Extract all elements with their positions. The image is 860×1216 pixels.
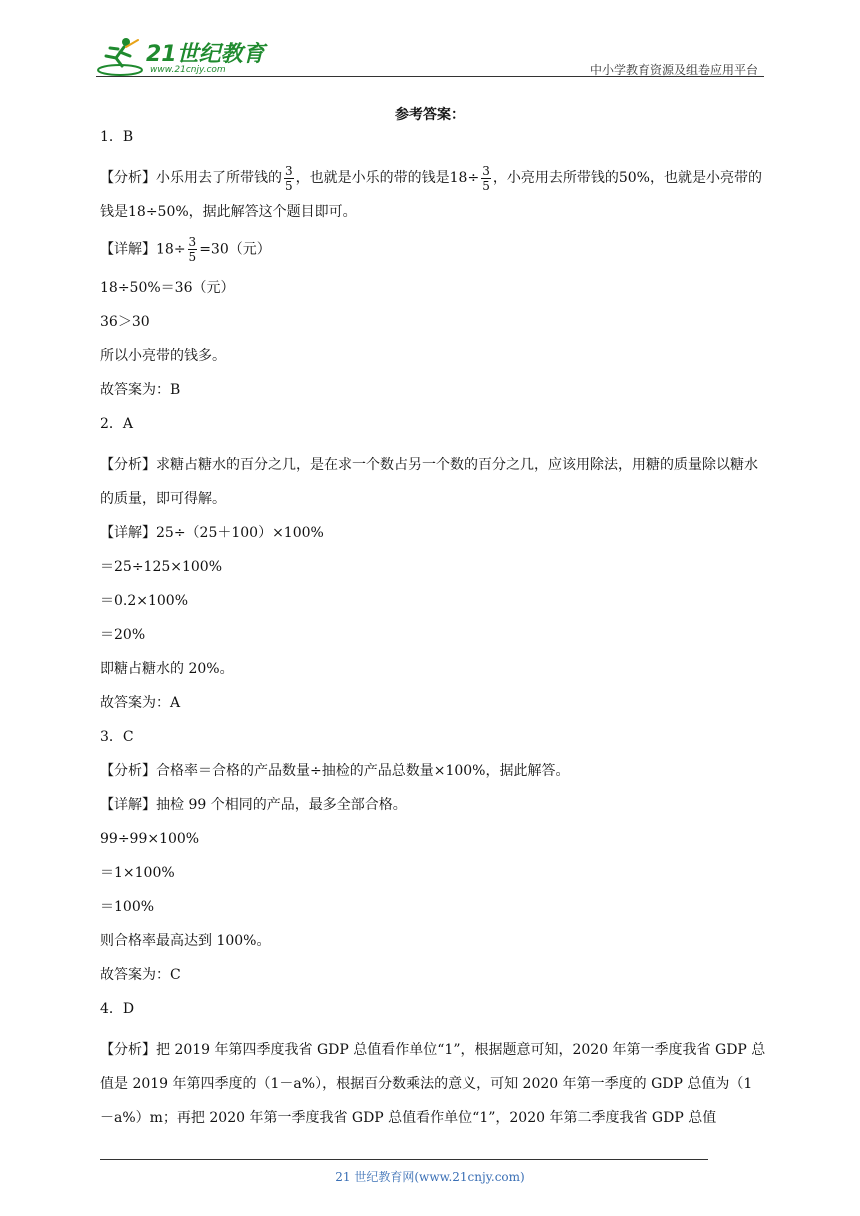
q3-step: ＝1×100% xyxy=(100,865,175,881)
q2-answer: 2．A xyxy=(100,416,134,432)
q2-detail: 【详解】25÷（25＋100）×100% xyxy=(100,525,324,541)
q3-detail: 【详解】抽检 99 个相同的产品，最多全部合格。 xyxy=(100,797,407,813)
fraction xyxy=(188,235,198,264)
q1-detail-text-a: 【详解】18÷ xyxy=(100,241,186,258)
q2-step: ＝25÷125×100% xyxy=(100,559,223,575)
q1-final: 故答案为：B xyxy=(100,382,181,398)
q3-conclusion: 则合格率最高达到 100%。 xyxy=(100,933,271,949)
fraction-denominator: 5 xyxy=(285,178,293,193)
q3-final: 故答案为：C xyxy=(100,967,181,983)
page-footer: 21 世纪教育网(www.21cnjy.com) xyxy=(335,1170,525,1184)
q1-step: 36＞30 xyxy=(100,314,150,330)
q3-step: ＝100% xyxy=(100,899,155,915)
fraction xyxy=(284,164,294,193)
answer-content xyxy=(100,127,766,1135)
runner-logo-icon xyxy=(96,34,146,78)
fraction xyxy=(481,164,491,193)
q1-analysis-text-a: 【分析】小乐用去了所带钱的 xyxy=(100,170,282,186)
q1-analysis-text-b: ，也就是小乐的带的钱是18÷ xyxy=(295,170,480,186)
q2-conclusion: 即糖占糖水的 20%。 xyxy=(100,661,234,677)
page-title: 参考答案： xyxy=(395,107,465,123)
q2-final: 故答案为：A xyxy=(100,695,181,711)
fraction-numerator: 3 xyxy=(188,235,197,249)
logo-url: www.21cnjy.com xyxy=(150,65,226,75)
footer-divider xyxy=(100,1159,708,1160)
q1-detail xyxy=(100,235,766,264)
platform-name: 中小学教育资源及组卷应用平台 xyxy=(589,63,758,77)
q1-conclusion: 所以小亮带的钱多。 xyxy=(100,348,226,364)
q2-step: ＝0.2×100% xyxy=(100,593,189,609)
q1-detail-text-b: =30（元） xyxy=(199,241,271,258)
fraction-denominator: 5 xyxy=(188,250,197,264)
q3-analysis: 【分析】合格率＝合格的产品数量÷抽检的产品总数量×100%，据此解答。 xyxy=(100,763,570,779)
logo-text: 21世纪教育 xyxy=(146,42,265,67)
q4-analysis: 【分析】把 2019 年第四季度我省 GDP 总值看作单位“1”，根据题意可知，2020 年第一季度我省 GDP 总值是 2019 年第四季度的（1－a%），根据百分数乘法的意义，可知 2020 年第一季度的 GDP 总值为（1－a%）m；再把 2020 年第一季度我省 GDP 总值看作单位“1”，2020 年第二季度我省 GDP 总值 xyxy=(100,1042,766,1126)
header-divider xyxy=(96,76,764,77)
logo xyxy=(96,34,266,78)
q2-analysis: 【分析】求糖占糖水的百分之几，是在求一个数占另一个数的百分之几，应该用除法，用糖的质量除以糖水的质量，即可得解。 xyxy=(100,457,758,507)
q1-answer: 1．B xyxy=(100,129,134,145)
q4-answer: 4．D xyxy=(100,1001,135,1017)
fraction-numerator: 3 xyxy=(482,163,490,178)
q1-analysis-text-c: ，小亮用去所带钱的50%，也就是小亮带的钱是18÷50%，据此解答这个题目即可。 xyxy=(100,170,762,220)
page-header xyxy=(96,30,764,78)
q3-step: 99÷99×100% xyxy=(100,831,200,847)
q2-step: ＝20% xyxy=(100,627,146,643)
q1-step: 18÷50%＝36（元） xyxy=(100,280,235,296)
q3-answer: 3．C xyxy=(100,729,134,745)
fraction-denominator: 5 xyxy=(482,178,490,193)
q1-analysis xyxy=(100,161,766,229)
fraction-numerator: 3 xyxy=(285,163,293,178)
